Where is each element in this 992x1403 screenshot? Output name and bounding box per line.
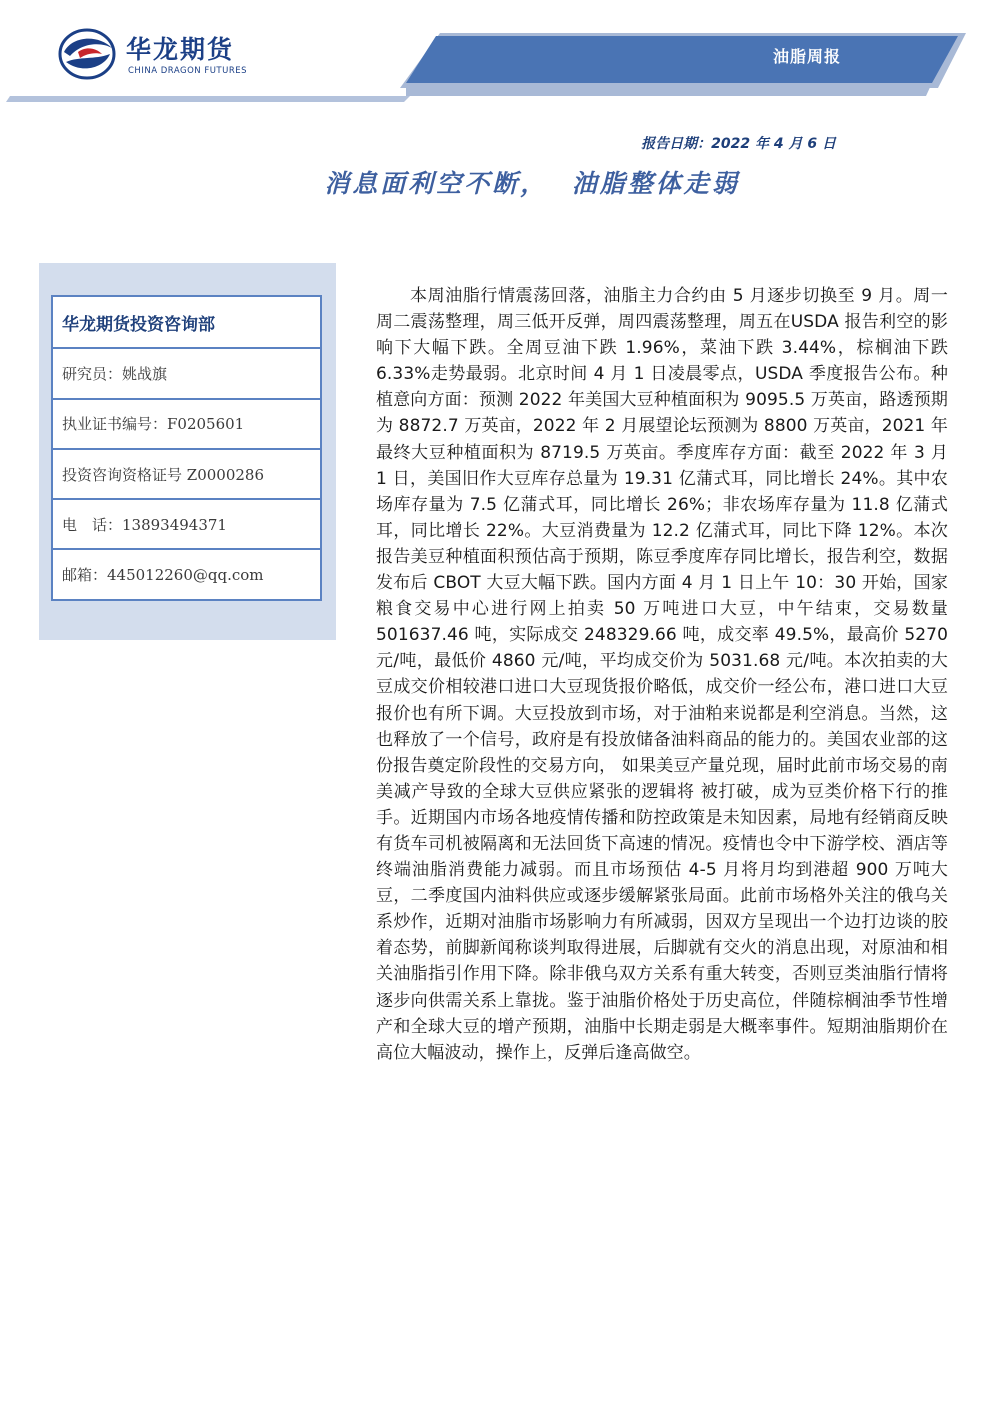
header-underline <box>6 96 410 102</box>
page-title: 消息面利空不断， 油脂整体走弱 <box>324 169 740 198</box>
company-name: 华龙期货 <box>126 35 235 64</box>
consulting-certificate: 投资咨询资格证号 Z0000286 <box>53 448 320 498</box>
email-address: 邮箱：445012260@qq.com <box>53 548 320 598</box>
license-number: 执业证书编号：F0205601 <box>53 398 320 448</box>
report-date: 报告日期：2022 年 4 月 6 日 <box>641 136 836 152</box>
sidebar <box>39 263 336 640</box>
report-type-label: 油脂周报 <box>772 47 841 66</box>
company-name-en: CHINA DRAGON FUTURES <box>128 66 248 76</box>
analyst-name: 研究员：姚战旗 <box>53 347 320 397</box>
phone-number: 电 话：13893494371 <box>53 498 320 548</box>
header-band-tail <box>406 83 932 96</box>
contact-table <box>51 295 322 601</box>
company-logo <box>58 26 278 82</box>
department-title: 华龙期货投资咨询部 <box>62 314 215 335</box>
article-body: 本周油脂行情震荡回落，油脂主力合约由 5 月逐步切换至 9 月。周一周二震荡整理，周三低开反弹，周四震荡整理，周五在USDA 报告利空的影响下大幅下跌。全周豆油下跌 1.96%，菜油下跌 3.44%，棕榈油下跌 6.33%走势最弱。北京时间 4 月 1 日凌晨零点，USDA 季度报告公布。种植意向方面：预测 2022 年美国大豆种植面积为 9095.5 万英亩，路透预期为 8872.7 万英亩，2022 年 2 月展望论坛预测为 8800 万英亩，2021 年最终大豆种植面积为 8719.5 万英亩。季度库存方面：截至 2022 年 3 月 1 日，美国旧作大豆库存总量为 19.31 亿蒲式耳，同比增长 24%。其中农场库存量为 7.5 亿蒲式耳，同比增长 26%；非农场库存量为 11.8 亿蒲式耳，同比增长 22%。大豆消费量为 12.2 亿蒲式耳，同比下降 12%。本次报告美豆种植面积预估高于预期，陈豆季度库存同比增长，报告利空，数据发布后 CBOT 大豆大幅下跌。国内方面 4 月 1 日上午 10：30 开始，国家粮食交易中心进行网上拍卖 50 万吨进口大豆，中午结束，交易数量 501637.46 吨，实际成交 248329.66 吨，成交率 49.5%，最高价 5270 元/吨，最低价 4860 元/吨，平均成交价为 5031.68 元/吨。本次拍卖的大豆成交价相较港口进口大豆现货报价略低，成交价一经公布，港口进口大豆报价也有所下调。大豆投放到市场，对于油粕来说都是利空消息。当然，这也释放了一个信号，政府是有投放储备油料商品的能力的。美国农业部的这份报告奠定阶段性的交易方向， 如果美豆产量兑现，届时此前市场交易的南美减产导致的全球大豆供应紧张的逻辑将 被打破，成为豆类价格下行的推手。近期国内市场各地疫情传播和防控政策是未知因素，局地有经销商反映有货车司机被隔离和无法回货下高速的情况。疫情也令中下游学校、酒店等终端油脂消费能力减弱。而且市场预估 4-5 月将月均到港超 900 万吨大豆，二季度国内油料供应或逐步缓解紧张局面。此前市场格外关注的俄乌关系炒作，近期对油脂市场影响力有所减弱，因双方呈现出一个边打边谈的胶着态势，前脚新闻称谈判取得进展，后脚就有交火的消息出现，对原油和相关油脂指引作用下降。除非俄乌双方关系有重大转变，否则豆类油脂行情将逐步向供需关系上靠拢。鉴于油脂价格处于历史高位，伴随棕榈油季节性增产和全球大豆的增产预期，油脂中长期走弱是大概率事件。短期油脂期价在高位大幅波动，操作上，反弹后逢高做空。 <box>376 286 948 1063</box>
header-band-main <box>406 36 958 83</box>
dragon-logo-icon <box>58 26 116 82</box>
